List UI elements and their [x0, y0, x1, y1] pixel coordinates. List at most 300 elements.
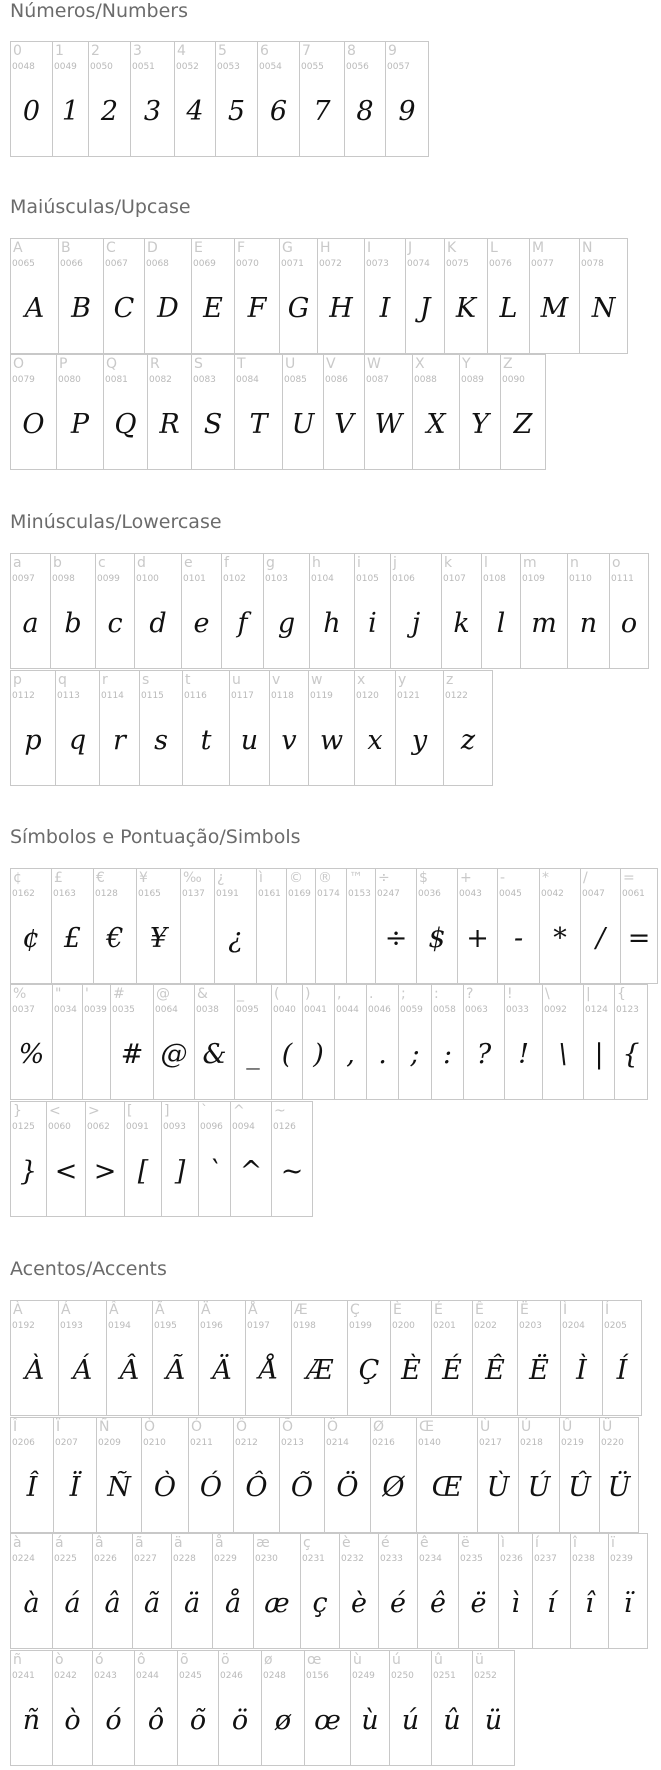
glyph-sample: w	[319, 725, 344, 756]
glyph-sample: _	[246, 1039, 260, 1070]
glyph-cell	[140, 671, 183, 786]
glyph-code-label: 0109	[522, 574, 545, 584]
glyph-code-label: 0051	[132, 62, 155, 72]
glyph-cell	[347, 869, 376, 984]
glyph-code-label: 0238	[572, 1554, 595, 1564]
glyph-code-label: 0070	[236, 259, 259, 269]
glyph-sample: i	[368, 608, 377, 639]
glyph-code-label: 0197	[247, 1321, 270, 1331]
glyph-sample: T	[249, 409, 268, 440]
glyph-code-label: 0251	[433, 1671, 456, 1681]
glyph-cell	[219, 1651, 262, 1766]
glyph-code-label: 0045	[499, 889, 522, 899]
glyph-code-label: 0039	[84, 1005, 107, 1015]
glyph-cell	[318, 239, 365, 354]
glyph-code-label: 0201	[433, 1321, 456, 1331]
glyph-code-label: 0216	[372, 1438, 395, 1448]
glyph-cell	[283, 355, 324, 470]
glyph-code-label: 0071	[281, 259, 304, 269]
glyph-sample: ã	[143, 1588, 161, 1619]
glyph-cell	[100, 671, 140, 786]
glyph-character-label: =	[623, 870, 635, 886]
glyph-character-label: I	[367, 240, 372, 256]
glyph-character-label: [	[127, 1103, 133, 1119]
glyph-sample: u	[240, 725, 259, 756]
glyph-character-label: ;	[401, 986, 406, 1002]
glyph-character-label: Ó	[191, 1419, 203, 1435]
glyph-code-label: 0041	[304, 1005, 327, 1015]
glyph-cell	[11, 1301, 59, 1416]
glyph-code-label: 0218	[520, 1438, 543, 1448]
glyph-code-label: 0191	[216, 889, 239, 899]
glyph-character-label: Ñ	[99, 1419, 110, 1435]
glyph-sample: 6	[269, 96, 288, 127]
glyph-sample: 4	[186, 96, 204, 127]
glyph-code-label: 0213	[281, 1438, 304, 1448]
glyph-code-label: 0085	[284, 375, 307, 385]
glyph-character-label: f	[224, 555, 229, 571]
glyph-sample: œ	[314, 1705, 341, 1736]
glyph-code-label: 0234	[419, 1554, 442, 1564]
glyph-code-label: 0118	[271, 691, 294, 701]
glyph-sample: /	[595, 923, 606, 954]
glyph-cell	[482, 554, 521, 669]
glyph-sample: Ñ	[107, 1472, 131, 1503]
glyph-code-label: 0122	[445, 691, 468, 701]
glyph-sample: v	[281, 725, 297, 756]
glyph-character-label: Ç	[350, 1302, 360, 1318]
glyph-code-label: 0194	[108, 1321, 131, 1331]
glyph-code-label: 0079	[12, 375, 35, 385]
glyph-character-label: y	[398, 672, 407, 688]
glyph-sample: P	[70, 409, 90, 440]
glyph-code-label: 0061	[622, 889, 645, 899]
glyph-cell	[399, 985, 432, 1100]
glyph-cell	[133, 1534, 172, 1649]
glyph-character-label: î	[573, 1535, 577, 1551]
glyph-code-label: 0228	[173, 1554, 196, 1564]
glyph-cell	[444, 671, 493, 786]
glyph-character-label: 4	[177, 43, 186, 59]
glyph-cell	[581, 869, 621, 984]
glyph-code-label: 0095	[236, 1005, 259, 1015]
glyph-cell	[621, 869, 658, 984]
glyph-code-label: 0121	[397, 691, 420, 701]
glyph-sample: n	[579, 608, 598, 639]
glyph-cell	[231, 1102, 272, 1217]
glyph-character-label: à	[13, 1535, 22, 1551]
glyph-sample: 2	[100, 96, 119, 127]
glyph-sample: C	[113, 293, 135, 324]
glyph-cell	[530, 239, 580, 354]
glyph-character-label: v	[272, 672, 281, 688]
glyph-character-label: "	[55, 986, 62, 1002]
glyph-cell	[272, 1102, 313, 1217]
glyph-cell	[111, 985, 154, 1100]
glyph-code-label: 0067	[105, 259, 128, 269]
glyph-code-label: 0053	[217, 62, 240, 72]
glyph-character-label: å	[215, 1535, 224, 1551]
glyph-character-label: 6	[260, 43, 269, 59]
glyph-sample: ¢	[22, 923, 40, 954]
glyph-cell	[11, 985, 53, 1100]
glyph-character-label: .	[369, 986, 374, 1002]
glyph-code-label: 0096	[200, 1122, 223, 1132]
glyph-sample: a	[22, 608, 39, 639]
glyph-row	[10, 868, 658, 984]
glyph-code-label: 0078	[581, 259, 604, 269]
glyph-sample: }	[19, 1156, 38, 1187]
glyph-character-label: 3	[133, 43, 142, 59]
glyph-code-label: 0125	[12, 1122, 35, 1132]
glyph-sample: è	[351, 1588, 367, 1619]
glyph-sample: æ	[264, 1588, 290, 1619]
glyph-code-label: 0035	[112, 1005, 135, 1015]
glyph-code-label: 0104	[311, 574, 334, 584]
glyph-sample: -	[513, 923, 524, 954]
glyph-code-label: 0097	[12, 574, 35, 584]
glyph-code-label: 0084	[236, 375, 259, 385]
glyph-sample: g	[277, 608, 296, 639]
glyph-sample: Ö	[336, 1472, 359, 1503]
glyph-sample: È	[401, 1355, 421, 1386]
glyph-cell	[376, 869, 417, 984]
glyph-sample: Z	[513, 409, 533, 440]
glyph-code-label: 0217	[479, 1438, 502, 1448]
glyph-cell	[89, 42, 131, 157]
glyph-character-label: >	[88, 1103, 100, 1119]
glyph-cell	[340, 1534, 379, 1649]
glyph-sample: ü	[484, 1705, 503, 1736]
glyph-row	[10, 553, 649, 669]
glyph-code-label: 0064	[155, 1005, 178, 1015]
glyph-cell	[442, 554, 482, 669]
glyph-character-label: :	[434, 986, 439, 1002]
glyph-code-label: 0169	[288, 889, 311, 899]
glyph-cell	[432, 985, 464, 1100]
glyph-code-label: 0206	[12, 1438, 35, 1448]
glyph-code-label: 0050	[90, 62, 113, 72]
glyph-sample: 5	[227, 96, 246, 127]
glyph-cell	[413, 355, 460, 470]
glyph-cell	[458, 869, 498, 984]
glyph-code-label: 0087	[366, 375, 389, 385]
glyph-code-label: 0229	[214, 1554, 237, 1564]
glyph-sample: ë	[470, 1588, 487, 1619]
glyph-cell	[154, 985, 195, 1100]
glyph-cell	[258, 42, 300, 157]
glyph-code-label: 0107	[443, 574, 466, 584]
glyph-sample: Ò	[153, 1472, 177, 1503]
glyph-sample: y	[411, 725, 428, 756]
glyph-cell	[11, 42, 53, 157]
glyph-sample: ,	[346, 1039, 355, 1070]
glyph-character-label: j	[393, 555, 397, 571]
glyph-character-label: 2	[91, 43, 100, 59]
section-title: Acentos/Accents	[10, 1258, 167, 1280]
glyph-character-label: 9	[388, 43, 397, 59]
glyph-sample: (	[281, 1039, 293, 1070]
glyph-code-label: 0106	[392, 574, 415, 584]
glyph-sample: €	[106, 923, 124, 954]
glyph-sample: N	[591, 293, 616, 324]
glyph-character-label: N	[582, 240, 593, 256]
glyph-character-label: S	[194, 356, 203, 372]
glyph-code-label: 0091	[126, 1122, 149, 1132]
glyph-code-label: 0098	[52, 574, 75, 584]
glyph-code-label: 0081	[105, 375, 128, 385]
glyph-cell	[301, 1534, 340, 1649]
glyph-code-label: 0239	[610, 1554, 633, 1564]
glyph-sample: ø	[274, 1705, 292, 1736]
glyph-code-label: 0101	[183, 574, 206, 584]
glyph-sample: ç	[312, 1588, 328, 1619]
glyph-code-label: 0214	[326, 1438, 349, 1448]
glyph-character-label: c	[98, 555, 106, 571]
glyph-character-label: €	[96, 870, 105, 886]
glyph-cell	[145, 239, 192, 354]
glyph-sample: £	[63, 923, 82, 954]
glyph-cell	[365, 239, 406, 354]
glyph-cell	[222, 554, 264, 669]
glyph-code-label: 0076	[489, 259, 512, 269]
glyph-character-label: m	[523, 555, 537, 571]
glyph-character-label: ó	[95, 1652, 104, 1668]
glyph-character-label: é	[381, 1535, 390, 1551]
glyph-code-label: 0034	[54, 1005, 77, 1015]
glyph-code-label: 0237	[534, 1554, 557, 1564]
glyph-character-label: ã	[135, 1535, 144, 1551]
glyph-character-label: ë	[461, 1535, 470, 1551]
glyph-code-label: 0099	[97, 574, 120, 584]
glyph-code-label: 0247	[377, 889, 400, 899]
glyph-character-label: &	[197, 986, 208, 1002]
glyph-sample: Q	[114, 409, 137, 440]
glyph-cell	[303, 985, 335, 1100]
glyph-code-label: 0115	[141, 691, 164, 701]
glyph-cell	[53, 1534, 93, 1649]
glyph-character-label: Ë	[520, 1302, 529, 1318]
glyph-code-label: 0048	[12, 62, 35, 72]
glyph-character-label: œ	[307, 1652, 322, 1668]
glyph-code-label: 0049	[54, 62, 77, 72]
glyph-character-label: Œ	[419, 1419, 434, 1435]
glyph-cell	[396, 671, 444, 786]
glyph-character-label: Ò	[144, 1419, 156, 1435]
glyph-cell	[257, 869, 287, 984]
glyph-cell	[473, 1651, 515, 1766]
glyph-character-label: æ	[256, 1535, 270, 1551]
glyph-sample: ó	[105, 1705, 122, 1736]
glyph-character-label: ê	[420, 1535, 429, 1551]
glyph-sample: D	[157, 293, 179, 324]
glyph-sample: E	[203, 293, 223, 324]
glyph-cell	[148, 355, 192, 470]
glyph-cell	[213, 1534, 254, 1649]
glyph-sample: ÷	[384, 923, 408, 954]
glyph-code-label: 0092	[544, 1005, 567, 1015]
glyph-cell	[324, 355, 365, 470]
glyph-code-label: 0226	[94, 1554, 117, 1564]
glyph-character-label: A	[13, 240, 23, 256]
glyph-cell	[533, 1534, 571, 1649]
glyph-character-label: ~	[274, 1103, 286, 1119]
glyph-cell	[51, 554, 96, 669]
glyph-code-label: 0047	[582, 889, 605, 899]
glyph-cell	[406, 239, 445, 354]
glyph-cell	[432, 1301, 473, 1416]
glyph-character-label: L	[490, 240, 498, 256]
glyph-sample: ö	[231, 1705, 249, 1736]
glyph-character-label: 8	[347, 43, 356, 59]
glyph-code-label: 0174	[317, 889, 340, 899]
glyph-cell	[162, 1102, 199, 1217]
glyph-sample: À	[24, 1355, 45, 1386]
glyph-cell	[104, 239, 145, 354]
glyph-code-label: 0100	[136, 574, 159, 584]
glyph-code-label: 0211	[190, 1438, 213, 1448]
glyph-row	[10, 354, 546, 470]
glyph-cell	[355, 554, 391, 669]
glyph-code-label: 0203	[519, 1321, 542, 1331]
glyph-character-label: s	[142, 672, 150, 688]
section-title: Maiúsculas/Upcase	[10, 196, 191, 218]
glyph-character-label: n	[570, 555, 579, 571]
glyph-sample: l	[496, 608, 506, 639]
glyph-character-label: l	[484, 555, 488, 571]
glyph-sample: q	[68, 725, 87, 756]
glyph-character-label: ^	[233, 1103, 245, 1119]
glyph-sample: 7	[313, 96, 331, 127]
glyph-sample: ô	[147, 1705, 165, 1736]
glyph-sample: A	[24, 293, 45, 324]
glyph-character-label: H	[320, 240, 331, 256]
glyph-character-label: ¢	[13, 870, 22, 886]
glyph-character-label: Z	[503, 356, 513, 372]
glyph-code-label: 0060	[48, 1122, 71, 1132]
glyph-sample: V	[334, 409, 354, 440]
glyph-code-label: 0038	[196, 1005, 219, 1015]
glyph-code-label: 0204	[562, 1321, 585, 1331]
glyph-cell	[280, 239, 318, 354]
glyph-sample: Ï	[69, 1472, 81, 1503]
glyph-cell	[287, 869, 316, 984]
glyph-code-label: 0108	[483, 574, 506, 584]
glyph-cell	[135, 1651, 178, 1766]
glyph-code-label: 0196	[200, 1321, 223, 1331]
glyph-cell	[131, 42, 175, 157]
glyph-code-label: 0033	[506, 1005, 529, 1015]
glyph-character-label: ø	[264, 1652, 273, 1668]
glyph-sample: Ø	[382, 1472, 405, 1503]
glyph-character-label: D	[147, 240, 158, 256]
glyph-sample: =	[627, 923, 651, 954]
glyph-character-label: X	[415, 356, 425, 372]
glyph-code-label: 0037	[12, 1005, 35, 1015]
glyph-sample: &	[202, 1039, 227, 1070]
section-title: Minúsculas/Lowercase	[10, 511, 222, 533]
glyph-cell	[499, 1534, 533, 1649]
glyph-cell	[11, 1534, 53, 1649]
glyph-sample: ú	[401, 1705, 420, 1736]
glyph-sample: b	[64, 608, 82, 639]
glyph-cell	[104, 355, 148, 470]
glyph-code-label: 0224	[12, 1554, 35, 1564]
glyph-sample: 0	[22, 96, 41, 127]
glyph-character-label: u	[232, 672, 241, 688]
glyph-character-label: |	[586, 986, 591, 1002]
glyph-cell	[391, 1301, 432, 1416]
glyph-code-label: 0069	[193, 259, 216, 269]
glyph-sample: U	[291, 409, 315, 440]
glyph-character-label: -	[500, 870, 506, 886]
glyph-code-label: 0248	[263, 1671, 286, 1681]
glyph-row	[10, 1417, 639, 1533]
glyph-code-label: 0232	[341, 1554, 364, 1564]
glyph-sample: *	[553, 923, 567, 954]
glyph-character-label: d	[137, 555, 146, 571]
glyph-character-label: û	[434, 1652, 443, 1668]
glyph-cell	[571, 1534, 609, 1649]
glyph-cell	[464, 985, 505, 1100]
glyph-character-label: Â	[109, 1302, 119, 1318]
glyph-character-label: ™	[349, 870, 363, 886]
glyph-sample: 8	[356, 96, 374, 127]
glyph-sample: í	[547, 1588, 556, 1619]
glyph-sample: h	[323, 608, 341, 639]
glyph-code-label: 0156	[306, 1671, 329, 1681]
glyph-sample: Î	[26, 1472, 38, 1503]
glyph-cell	[309, 671, 355, 786]
glyph-sample: ^	[239, 1156, 263, 1187]
glyph-sample: K	[455, 293, 477, 324]
glyph-cell	[53, 985, 83, 1100]
glyph-sample: I	[379, 293, 391, 324]
glyph-cell	[335, 985, 367, 1100]
glyph-cell	[94, 869, 137, 984]
glyph-cell	[125, 1102, 162, 1217]
glyph-character-label: $	[419, 870, 428, 886]
glyph-code-label: 0250	[391, 1671, 414, 1681]
glyph-character-label: O	[13, 356, 25, 372]
glyph-cell	[386, 42, 429, 157]
glyph-code-label: 0244	[136, 1671, 159, 1681]
glyph-character-label: õ	[180, 1652, 189, 1668]
glyph-code-label: 0093	[163, 1122, 186, 1132]
glyph-character-label: Ä	[201, 1302, 211, 1318]
glyph-code-label: 0162	[12, 889, 35, 899]
glyph-row	[10, 238, 628, 354]
glyph-cell	[230, 671, 270, 786]
glyph-row	[10, 1300, 642, 1416]
glyph-character-label: Á	[61, 1302, 71, 1318]
glyph-character-label: Ê	[475, 1302, 484, 1318]
glyph-character-label: #	[113, 986, 125, 1002]
glyph-character-label: r	[102, 672, 108, 688]
glyph-sample: Ó	[199, 1472, 223, 1503]
glyph-code-label: 0137	[182, 889, 205, 899]
glyph-cell	[53, 42, 89, 157]
glyph-code-label: 0112	[12, 691, 35, 701]
glyph-code-label: 0055	[301, 62, 324, 72]
glyph-character-label: /	[583, 870, 588, 886]
glyph-cell	[262, 1651, 305, 1766]
glyph-cell	[417, 869, 458, 984]
glyph-character-label: k	[444, 555, 453, 571]
glyph-code-label: 0086	[325, 375, 348, 385]
glyph-character-label: ‰	[183, 870, 202, 886]
glyph-sample: é	[390, 1588, 406, 1619]
